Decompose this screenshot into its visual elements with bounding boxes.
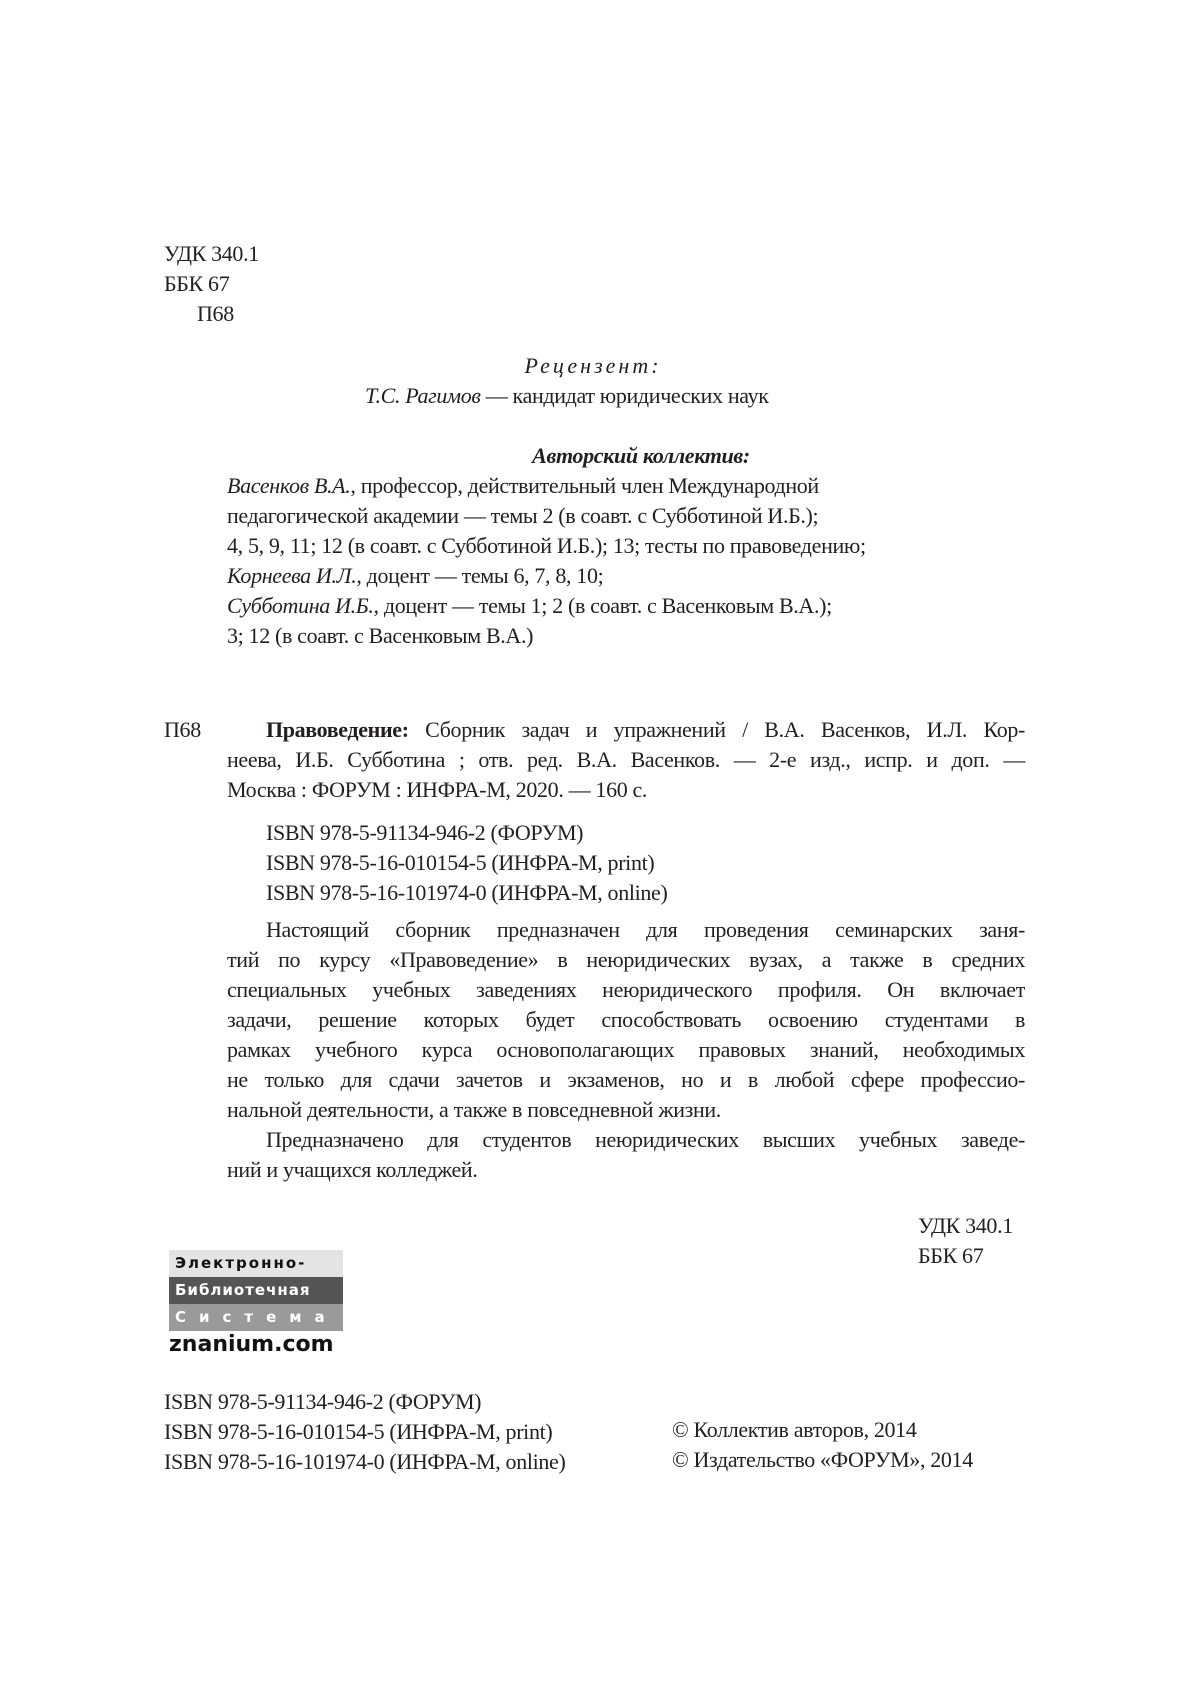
copyright-block [672,1415,973,1475]
reviewer-label: Рецензент: [524,353,662,378]
abstract-line: Предназначено для студентов неюридических высших учебных заведе- [266,1127,1025,1152]
bib-record [227,715,1025,805]
abstract [227,915,1025,1185]
reviewer-line [365,381,769,411]
author-line: 3; 12 (в соавт. с Васенковым В.А.) [227,623,534,648]
isbn-line: ISBN 978-5-16-101974-0 (ИНФРА-М, online) [266,880,668,905]
author-mark: П68 [197,301,234,326]
isbn-line: ISBN 978-5-16-010154-5 (ИНФРА-М, print) [164,1419,553,1444]
abstract-line: нальной деятельности, а также в повседневной жизни. [227,1097,721,1122]
abstract-line: Настоящий сборник предназначен для проведения семинарских заня- [266,917,1025,942]
bib-code: П68 [164,717,201,742]
udk-code: УДК 340.1 [164,241,259,266]
author-line: Васенков В.А., профессор, действительный член Международной [227,473,819,498]
classification-right [918,1211,1013,1271]
author-line: 4, 5, 9, 11; 12 (в соавт. с Субботиной И.Б.); 13; тесты по правоведению; [227,533,866,558]
author-line: Корнеева И.Л., доцент — темы 6, 7, 8, 10; [227,563,604,588]
abstract-line: специальных учебных заведениях неюридического профиля. Он включает [227,977,1025,1002]
znanium-logo [169,1250,343,1356]
author-line: Субботина И.Б., доцент — темы 1; 2 (в соавт. с Васенковым В.А.); [227,593,832,618]
bib-line-2: неева, И.Б. Субботина ; отв. ред. В.А. Васенков. — 2-е изд., испр. и доп. — [227,747,1025,772]
classification-block [164,239,259,329]
bib-line-3: Москва : ФОРУМ : ИНФРА-М, 2020. — 160 с. [227,777,648,802]
reviewer-description: — кандидат юридических наук [480,383,769,408]
bbk-code: ББК 67 [918,1243,984,1268]
authors-list [227,471,866,651]
author-line: педагогической академии — темы 2 (в соавт. с Субботиной И.Б.); [227,503,819,528]
logo-site: znanium.com [169,1332,334,1357]
isbn-line: ISBN 978-5-91134-946-2 (ФОРУМ) [164,1389,482,1414]
isbn-line: ISBN 978-5-16-101974-0 (ИНФРА-М, online) [164,1449,566,1474]
abstract-line: ний и учащихся колледжей. [227,1157,478,1182]
abstract-line: не только для сдачи зачетов и экзаменов, но и в любой сфере профессио- [227,1067,1025,1092]
bbk-code: ББК 67 [164,271,230,296]
authors-heading: Авторский коллектив: [532,443,750,468]
logo-band-1: Электронно- [169,1250,343,1277]
bib-line-1: Правоведение: Сборник задач и упражнений / В.А. Васенков, И.Л. Кор- [266,717,1025,742]
abstract-line: рамках учебного курса основополагающих правовых знаний, необходимых [227,1037,1025,1062]
abstract-line: задачи, решение которых будет способствовать освоению студентами в [227,1007,1025,1032]
copyright-line: © Издательство «ФОРУМ», 2014 [672,1447,973,1472]
udk-code: УДК 340.1 [918,1213,1013,1238]
footer-isbn-list [164,1387,565,1477]
logo-band-3: Система [169,1304,343,1331]
reviewer-name: Т.С. Рагимов [365,383,481,408]
isbn-line: ISBN 978-5-91134-946-2 (ФОРУМ) [266,820,584,845]
logo-band-2: Библиотечная [169,1277,343,1304]
copyright-line: © Коллектив авторов, 2014 [672,1417,917,1442]
isbn-line: ISBN 978-5-16-010154-5 (ИНФРА-М, print) [266,850,655,875]
bib-isbn-list [266,818,667,908]
abstract-line: тий по курсу «Правоведение» в неюридических вузах, а также в средних [227,947,1025,972]
